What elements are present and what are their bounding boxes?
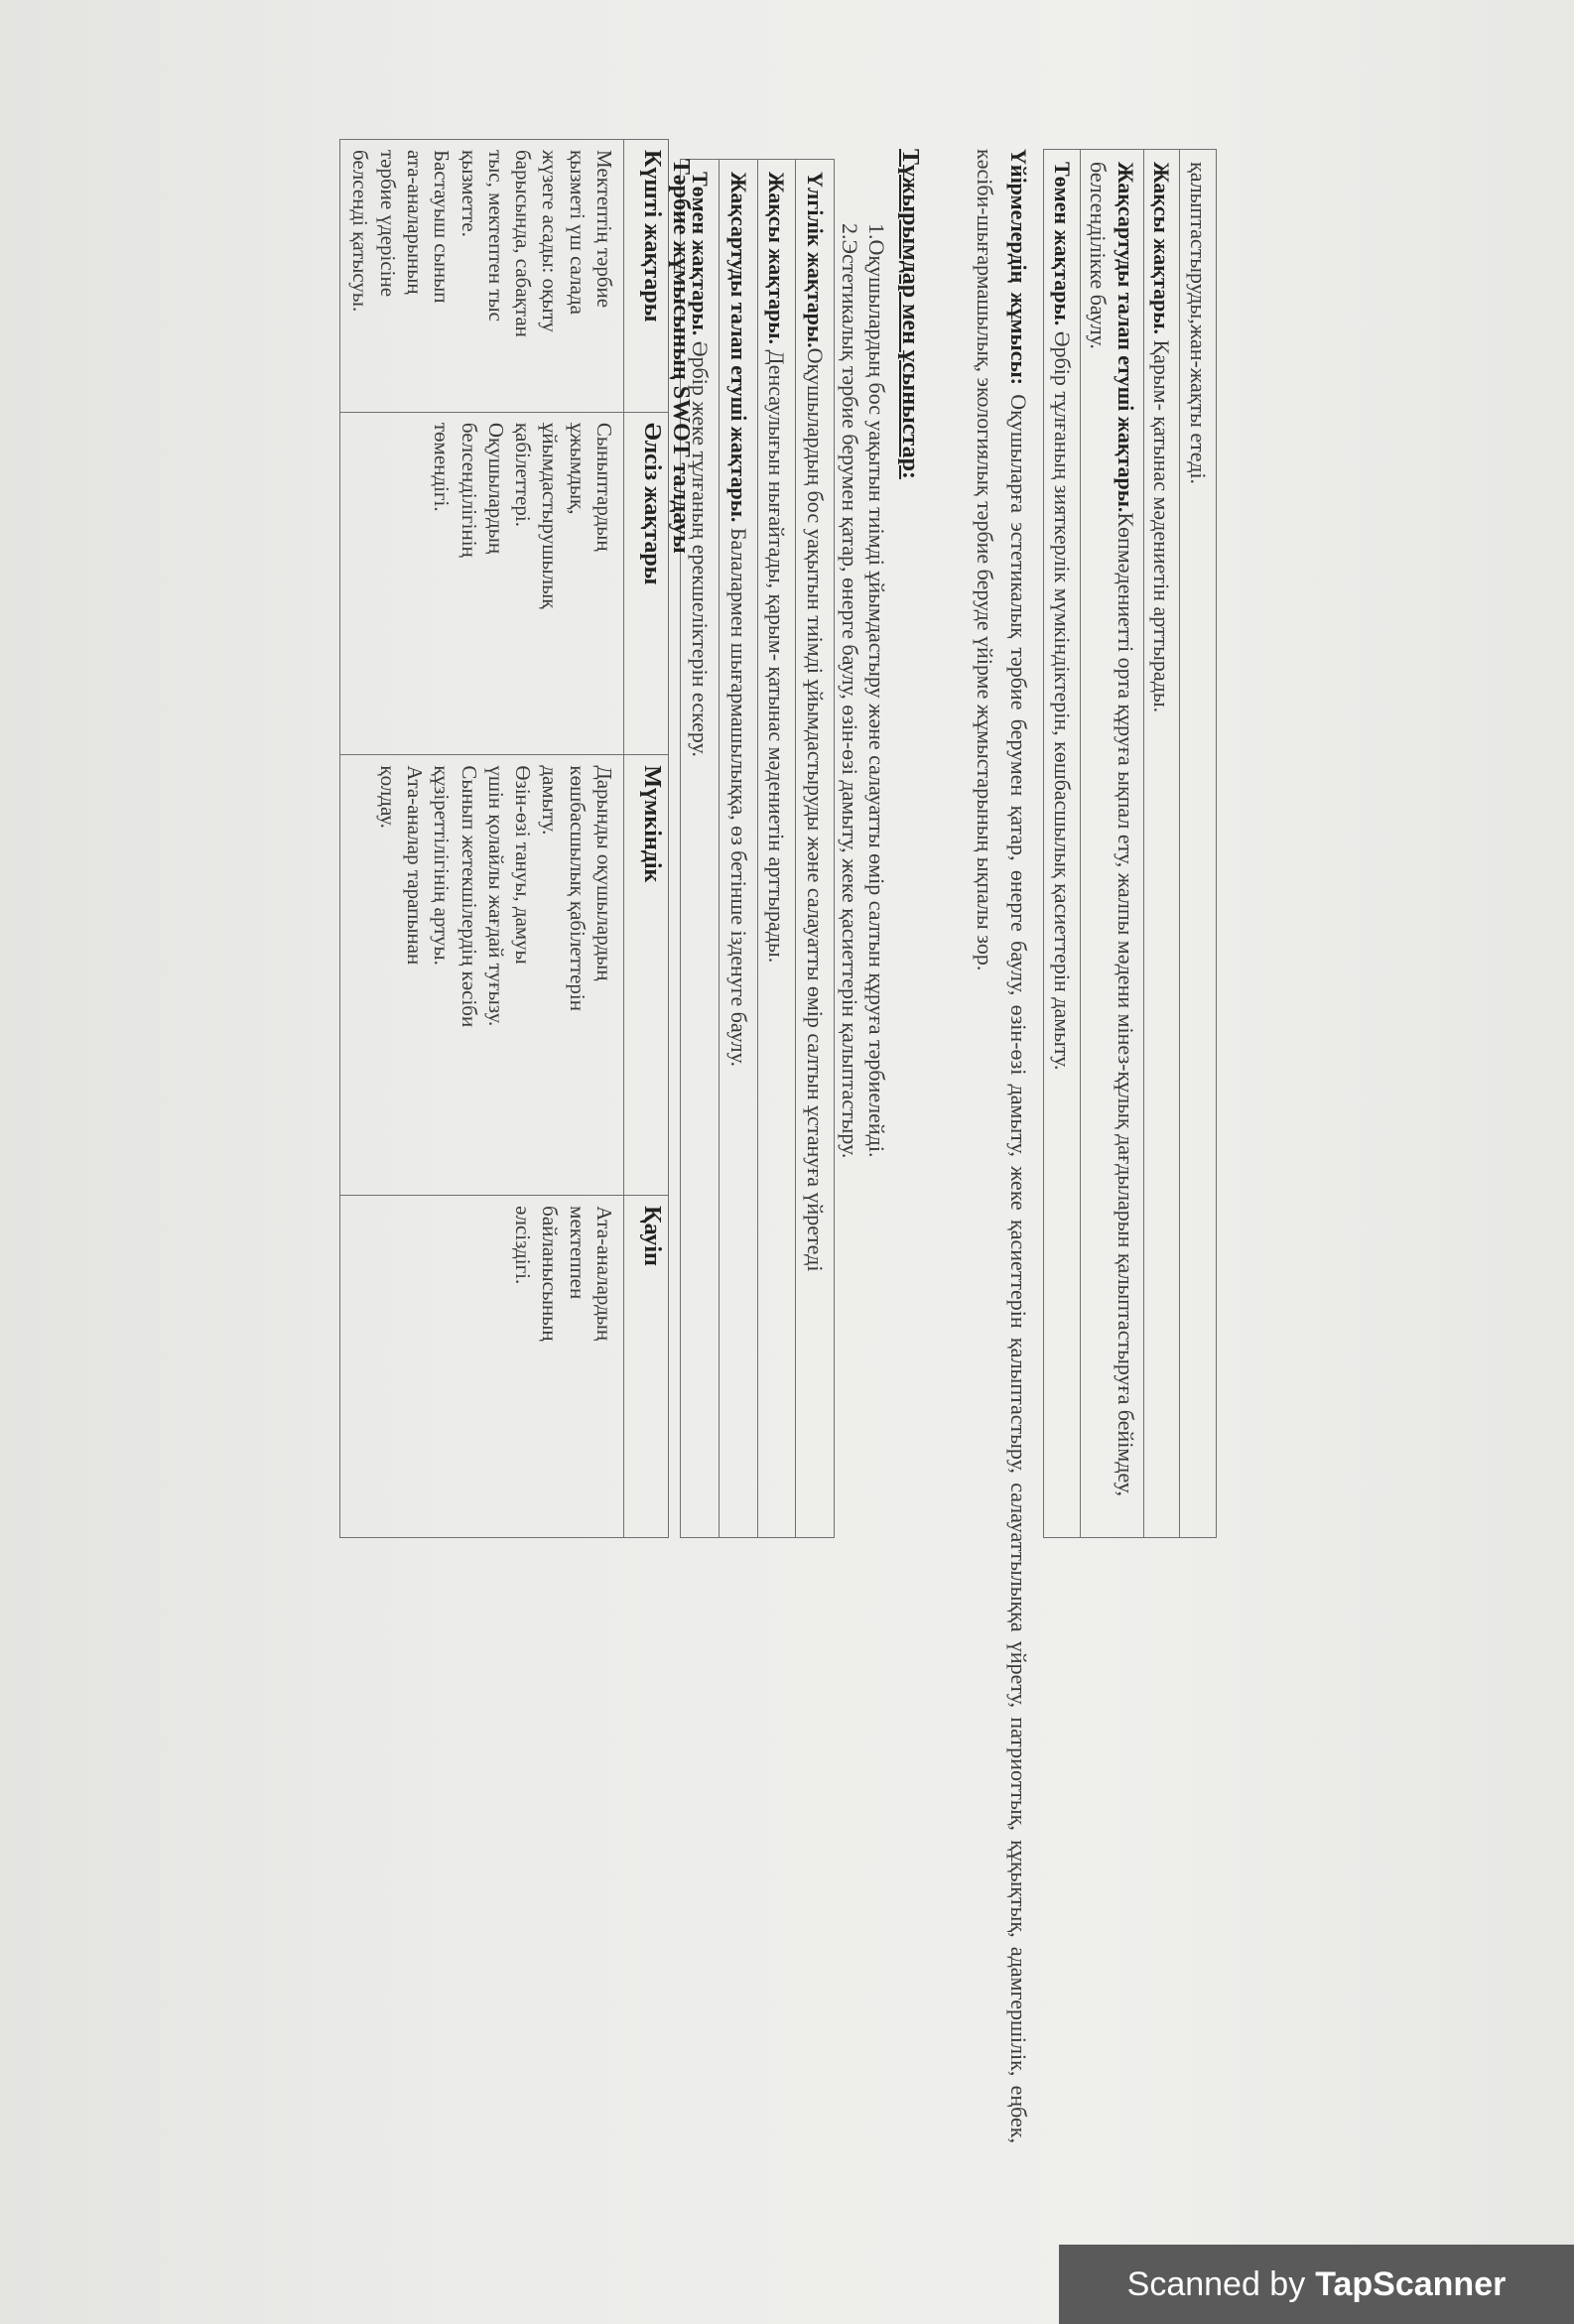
swot-header-row: [624, 140, 669, 1538]
conclusion-item-2: 2.Эстетикалық тәрбие берумен қатар, өнерге баулу, өзін-өзі дамыту, жеке қасиеттерін қалыптастыру.: [838, 223, 862, 1159]
scanner-watermark-badge: [1059, 2245, 1574, 2324]
clubs-text: Оқушыларға эстетикалық тәрбие берумен қатар, өнерге баулу, өзін-өзі дамыту, жеке қасиеттерін қалыптастыру, салауаттылыққа үйрету, патриоттық, құқықтық, адамгершілік, еңбек, кәсіби-шығармашылық, экологиялық тәрбие беруде үйірме жұмыстарының ықпалы зор.: [972, 149, 1031, 2143]
table-row: Жақсартуды талап етуші жақтары.Көпмәдениетті орта құруға ықпал ету, жалпы мәдени мінез-құлық дағдыларын қалыптастыруға бейімдеу, белсенділікке баулу.: [1081, 150, 1144, 1538]
table-row: Жақсы жақтары. Қарым- қатынас мәдениетін арттырады.: [1144, 150, 1181, 1538]
clubs-paragraph: [968, 149, 1035, 2143]
table-row: Үлгілік жақтары.Оқушылардың бос уақытын тиімді ұйымдастыруды және салауатты өмір салтын ұстануға үйретеді: [796, 160, 835, 1538]
swot-cell-opportunities: Дарынды оқушылардың көшбасшылық қабілеттерін дамыту. Өзін-өзі тануы, дамуы үшін қолайлы жағдай туғызу. Сынып жетекшілердің кәсіби құзіреттілігінің артуы. Ата-аналар тарапынан қолдау.: [340, 755, 624, 1196]
swot-cell-strengths: Мектептің тәрбие қызметі үш салада жүзеге асады: оқыту барысында, сабақтан тыс, мектептен тыс қызметте. Бастауыш сынып ата-аналарының тәрбие үдерісіне белсенді қатысуы.: [340, 140, 624, 413]
watermark-brand: TapScanner: [1315, 2264, 1507, 2303]
swot-header-strengths: Күшті жақтары: [624, 140, 669, 413]
table-row: қалыптастыруды,жан-жақты етеді.: [1180, 150, 1217, 1538]
criteria-table-top: [1044, 149, 1218, 1538]
table-row: Жақсы жақтары. Денсаулығын нығайтады, қарым- қатынас мәдениетін арттырады.: [757, 160, 796, 1538]
swot-cell-weaknesses: Сыныптардың ұжымдық, ұйымдастырушылық қабілеттері. Оқушылардың белсенділігінің төмендігі.: [340, 412, 624, 755]
swot-title: Тәрбие жұмысының SWOT талдауы: [668, 159, 694, 554]
table-row: Төмен жақтары. Әрбір жеке тұлғаның ерекшеліктерін ескеру.: [681, 160, 720, 1538]
table-row: Жақсартуды талап етуші жақтары. Балалармен шығармашылыққа, өз бетінше ізденуге баулу.: [719, 160, 757, 1538]
swot-table: [339, 139, 669, 1538]
swot-header-weaknesses: Әлсіз жақтары: [624, 412, 669, 755]
table-row: Төмен жақтары. Әрбір тұлғаның зияткерлік мүмкіндіктерін, көшбасшылық қасиеттерін дамыту.: [1044, 150, 1081, 1538]
swot-body-row: [340, 140, 624, 1538]
clubs-label: Үйірмелердің жұмысы:: [1006, 149, 1031, 385]
swot-header-opportunities: Мүмкіндік: [624, 755, 669, 1196]
watermark-prefix: Scanned by: [1126, 2264, 1306, 2303]
swot-header-threats: Қауіп: [624, 1196, 669, 1538]
conclusions-heading: Тұжырымдар мен ұсыныстар:: [897, 149, 923, 479]
conclusion-item-1: 1.Оқушылардың бос уақытын тиімді ұйымдастыру және салауатты өмір салтын құруға тәрбиелейді.: [864, 223, 889, 1158]
criteria-table-middle: [680, 159, 835, 1538]
swot-cell-threats: Ата-аналардың мектеппен байланысының әлсіздігі.: [340, 1196, 624, 1538]
